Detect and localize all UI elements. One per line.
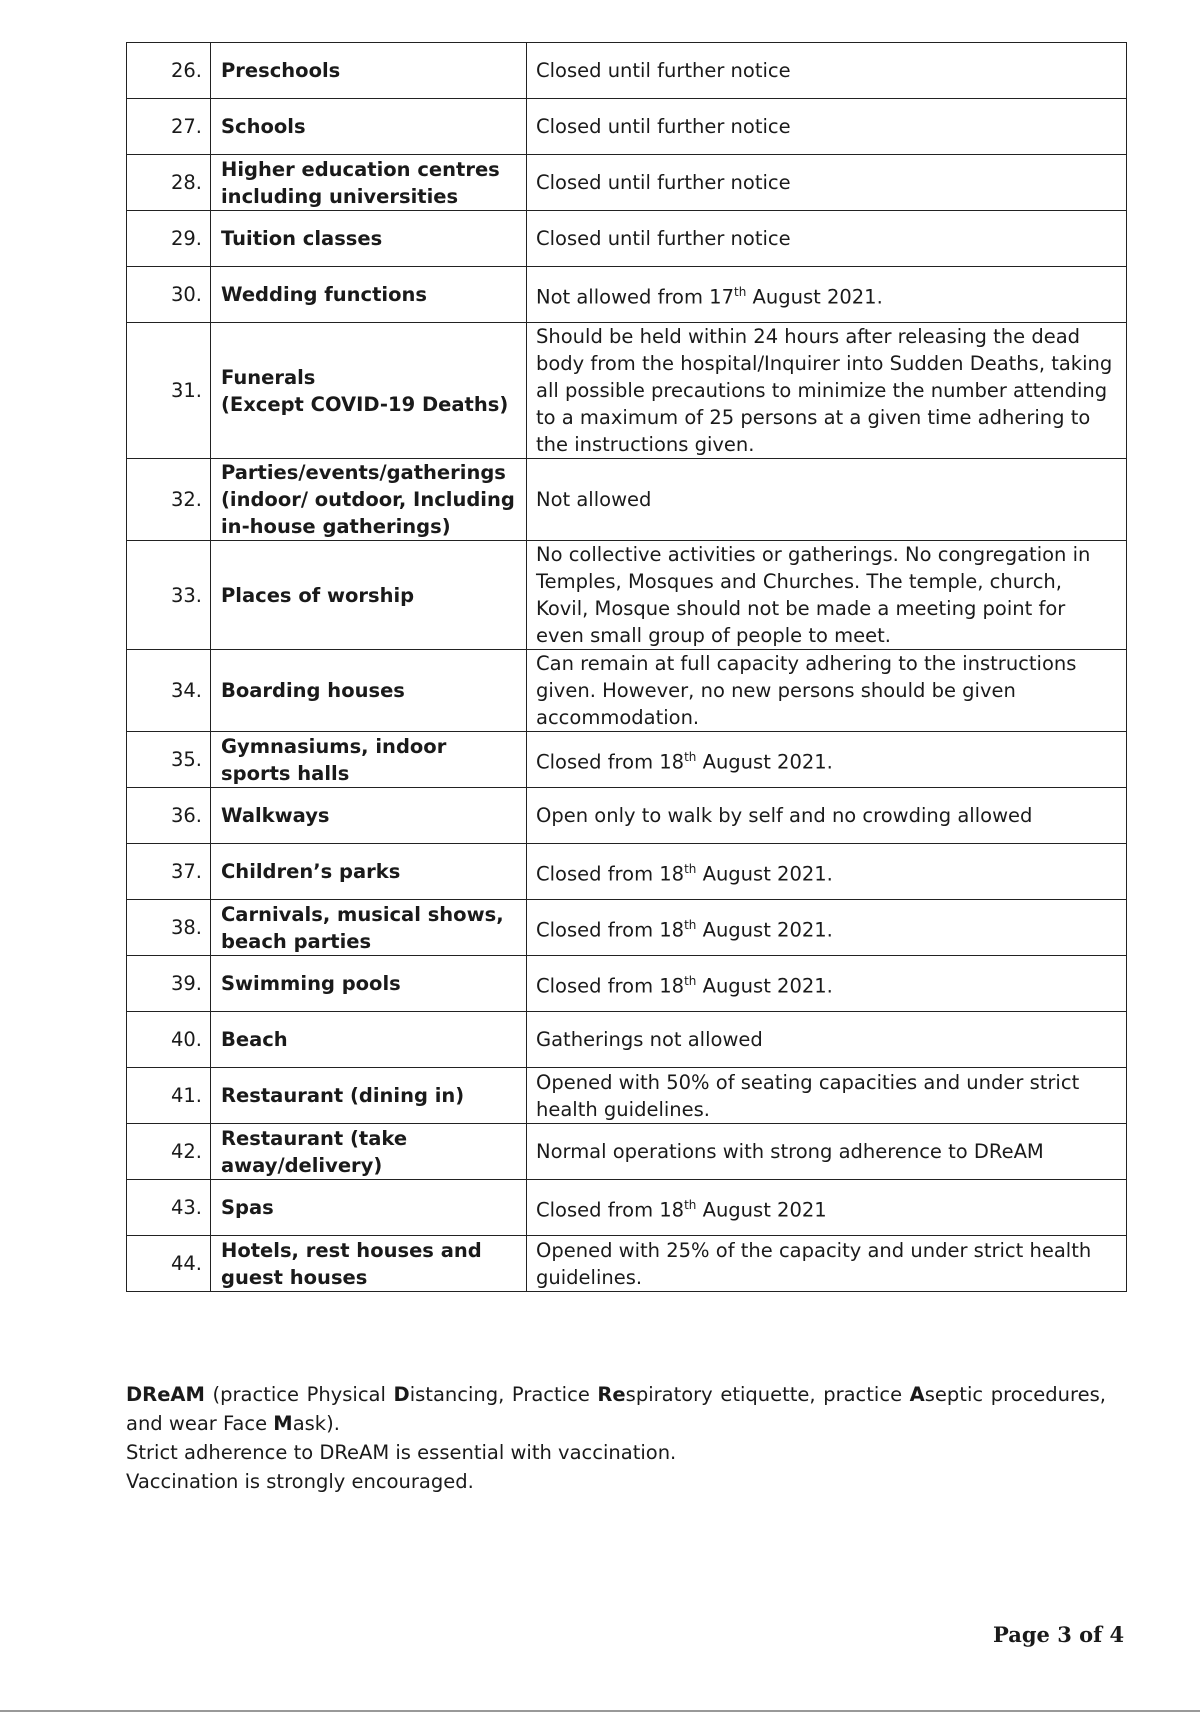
table-row <box>127 1124 1127 1180</box>
table-row <box>127 267 1127 323</box>
activity-name: Funerals (Except COVID-19 Deaths) <box>211 323 527 459</box>
table-row <box>127 459 1127 541</box>
table-row <box>127 323 1127 459</box>
row-number: 27. <box>127 99 211 155</box>
table-row <box>127 900 1127 956</box>
row-number: 42. <box>127 1124 211 1180</box>
notes-section <box>126 1380 1106 1496</box>
activity-status: Closed until further notice <box>527 99 1127 155</box>
row-number: 29. <box>127 211 211 267</box>
activity-name: Restaurant (take away/delivery) <box>211 1124 527 1180</box>
page-number: Page 3 of 4 <box>993 1622 1125 1647</box>
activity-status: Closed from 18th August 2021. <box>527 844 1127 900</box>
dream-term: DReAM <box>126 1383 205 1406</box>
table-row <box>127 844 1127 900</box>
row-number: 38. <box>127 900 211 956</box>
row-number: 39. <box>127 956 211 1012</box>
activity-status: Should be held within 24 hours after releasing the dead body from the hospital/Inquirer into Sudden Deaths, taking all possible precautions to minimize the number attending to a maximum of 25 persons at a given time adhering to the instructions given. <box>527 323 1127 459</box>
activity-name: Schools <box>211 99 527 155</box>
activity-status: Closed until further notice <box>527 211 1127 267</box>
activity-status: Closed from 18th August 2021. <box>527 900 1127 956</box>
activity-status: Not allowed <box>527 459 1127 541</box>
table-row <box>127 1012 1127 1068</box>
row-number: 31. <box>127 323 211 459</box>
table-row <box>127 1180 1127 1236</box>
row-number: 28. <box>127 155 211 211</box>
activity-status: Closed from 18th August 2021. <box>527 956 1127 1012</box>
activity-name: Boarding houses <box>211 650 527 732</box>
activity-name: Swimming pools <box>211 956 527 1012</box>
activity-name: Hotels, rest houses and guest houses <box>211 1236 527 1292</box>
activity-name: Beach <box>211 1012 527 1068</box>
activity-name: Children’s parks <box>211 844 527 900</box>
vaccination-note: Vaccination is strongly encouraged. <box>126 1470 474 1493</box>
activity-status: Closed from 18th August 2021 <box>527 1180 1127 1236</box>
activity-status: Closed until further notice <box>527 155 1127 211</box>
activity-name: Parties/events/gatherings (indoor/ outdoor, Including in-house gatherings) <box>211 459 527 541</box>
row-number: 32. <box>127 459 211 541</box>
table-row <box>127 956 1127 1012</box>
dream-adherence-note: Strict adherence to DReAM is essential with vaccination. <box>126 1441 677 1464</box>
activity-name: Gymnasiums, indoor sports halls <box>211 732 527 788</box>
activity-status: Closed until further notice <box>527 43 1127 99</box>
activity-status: Closed from 18th August 2021. <box>527 732 1127 788</box>
table-row <box>127 732 1127 788</box>
row-number: 35. <box>127 732 211 788</box>
table-row <box>127 99 1127 155</box>
activity-status: Can remain at full capacity adhering to the instructions given. However, no new persons should be given accommodation. <box>527 650 1127 732</box>
activity-name: Places of worship <box>211 541 527 650</box>
row-number: 33. <box>127 541 211 650</box>
activity-name: Restaurant (dining in) <box>211 1068 527 1124</box>
table-row <box>127 211 1127 267</box>
row-number: 43. <box>127 1180 211 1236</box>
activity-status: Opened with 25% of the capacity and under strict health guidelines. <box>527 1236 1127 1292</box>
table-row <box>127 1236 1127 1292</box>
activity-status: Normal operations with strong adherence to DReAM <box>527 1124 1127 1180</box>
restrictions-table-body <box>127 43 1127 1292</box>
activity-name: Tuition classes <box>211 211 527 267</box>
row-number: 37. <box>127 844 211 900</box>
activity-status: No collective activities or gatherings. No congregation in Temples, Mosques and Churches. The temple, church, Kovil, Mosque should not be made a meeting point for even small group of people to meet. <box>527 541 1127 650</box>
activity-name: Carnivals, musical shows, beach parties <box>211 900 527 956</box>
table-row <box>127 43 1127 99</box>
row-number: 44. <box>127 1236 211 1292</box>
table-row <box>127 541 1127 650</box>
activity-name: Preschools <box>211 43 527 99</box>
activity-status: Not allowed from 17th August 2021. <box>527 267 1127 323</box>
row-number: 40. <box>127 1012 211 1068</box>
activity-status: Opened with 50% of seating capacities and under strict health guidelines. <box>527 1068 1127 1124</box>
activity-name: Spas <box>211 1180 527 1236</box>
activity-status: Gatherings not allowed <box>527 1012 1127 1068</box>
row-number: 30. <box>127 267 211 323</box>
activity-name: Higher education centres including universities <box>211 155 527 211</box>
activity-status: Open only to walk by self and no crowding allowed <box>527 788 1127 844</box>
table-row <box>127 1068 1127 1124</box>
row-number: 41. <box>127 1068 211 1124</box>
table-row <box>127 155 1127 211</box>
table-row <box>127 788 1127 844</box>
table-row <box>127 650 1127 732</box>
restrictions-table <box>126 42 1127 1292</box>
row-number: 36. <box>127 788 211 844</box>
dream-definition: DReAM (practice Physical Distancing, Practice Respiratory etiquette, practice Aseptic procedures, and wear Face Mask). <box>126 1383 1106 1435</box>
row-number: 34. <box>127 650 211 732</box>
activity-name: Wedding functions <box>211 267 527 323</box>
activity-name: Walkways <box>211 788 527 844</box>
row-number: 26. <box>127 43 211 99</box>
bottom-divider <box>0 1710 1200 1712</box>
